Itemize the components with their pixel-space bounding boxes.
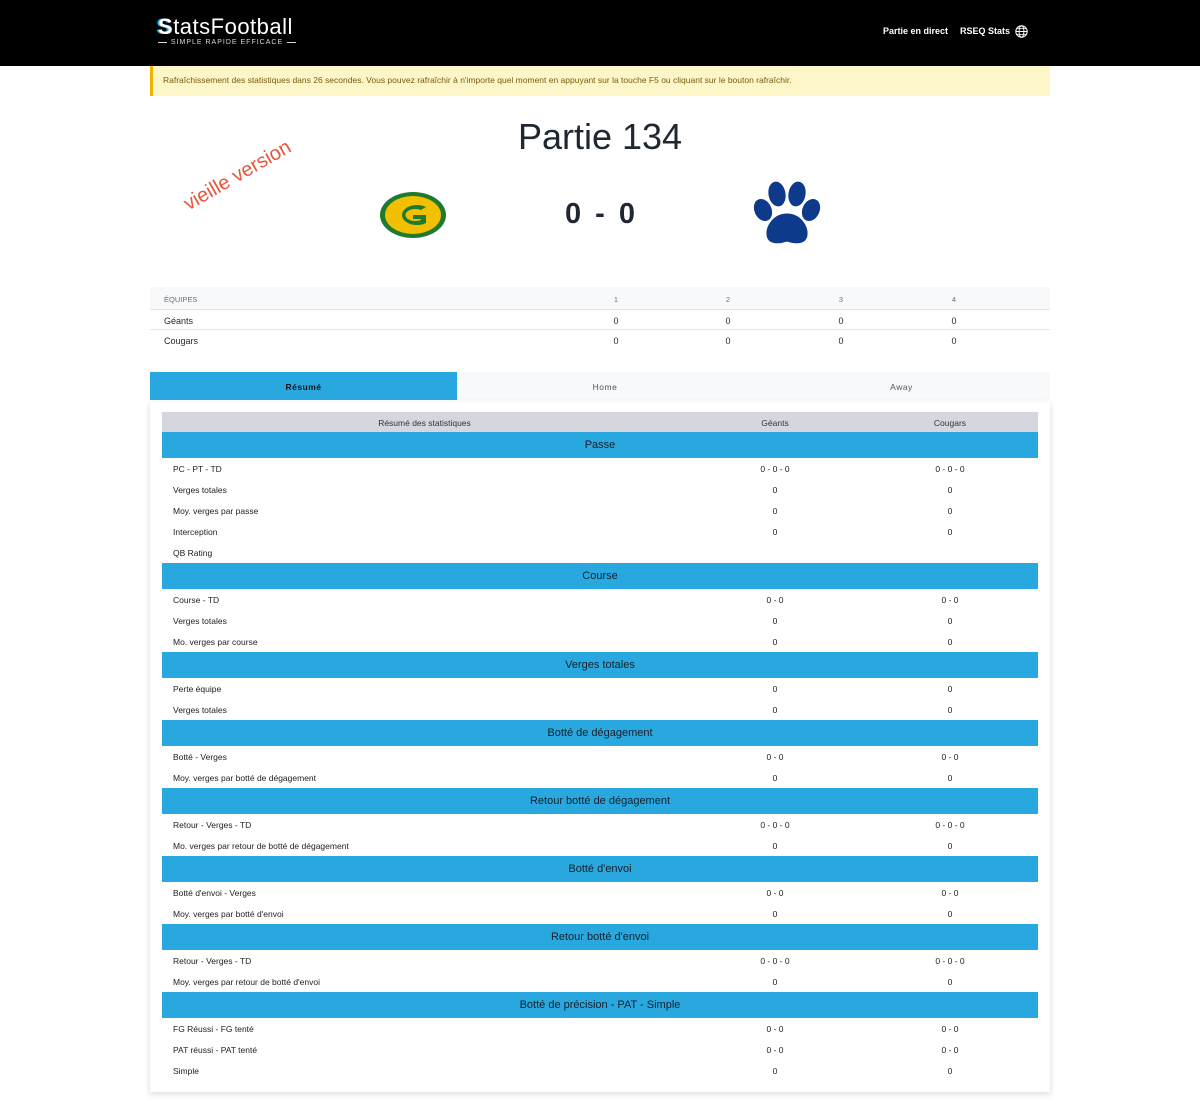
- cougars-paw-icon: [752, 180, 822, 248]
- period-score: 0: [613, 336, 619, 346]
- home-column-header: Géants: [761, 418, 789, 428]
- table-row: [162, 479, 1038, 500]
- table-row: [162, 542, 1038, 563]
- table-row: [162, 1018, 1038, 1039]
- away-stat-value: 0: [947, 1066, 953, 1076]
- home-stat-value: 0: [772, 705, 778, 715]
- home-stat-value: 0: [772, 527, 778, 537]
- table-row: [150, 310, 1050, 330]
- away-stat-value: 0 - 0 - 0: [935, 956, 965, 966]
- period-score: 0: [838, 316, 844, 326]
- stats-column-header: Résumé des statistiques: [378, 418, 471, 428]
- tab-summary[interactable]: Résumé: [150, 372, 457, 400]
- home-stat-value: 0: [772, 841, 778, 851]
- stats-section-header: Course: [162, 563, 1038, 589]
- home-stat-value: 0: [772, 616, 778, 626]
- home-stat-value: 0: [772, 637, 778, 647]
- tab-away[interactable]: Away: [890, 382, 913, 392]
- away-stat-value: 0 - 0: [941, 1024, 959, 1034]
- home-stat-value: 0 - 0: [766, 1024, 784, 1034]
- stats-section-header: Botté d'envoi: [162, 856, 1038, 882]
- stats-section-header: Retour botté d'envoi: [162, 924, 1038, 950]
- stat-label: Moy. verges par botté de dégagement: [173, 773, 317, 783]
- stat-label: Verges totales: [173, 485, 227, 495]
- home-stat-value: 0 - 0 - 0: [760, 464, 790, 474]
- team-name: Cougars: [164, 336, 199, 346]
- table-row: [162, 610, 1038, 631]
- away-score: 0: [618, 198, 636, 230]
- refresh-alert: Rafraîchissement des statistiques dans 26 secondes. Vous pouvez rafraîchir à n'importe quel moment en appuyant sur la touche F5 ou cliquant sur le bouton rafraîchir.: [150, 66, 1050, 96]
- away-stat-value: 0: [947, 485, 953, 495]
- stat-label: Mo. verges par course: [173, 637, 258, 647]
- stats-section-header: Verges totales: [162, 652, 1038, 678]
- stats-tabs: [150, 372, 1050, 400]
- table-row: [162, 971, 1038, 992]
- stat-label: Verges totales: [173, 616, 227, 626]
- logo-tagline: [158, 39, 296, 46]
- home-stat-value: 0 - 0: [766, 888, 784, 898]
- logo-tagline-text: SIMPLE RAPIDE EFFICACE: [170, 39, 284, 46]
- stat-label: Moy. verges par botté d'envoi: [173, 909, 284, 919]
- quarter-table-header: [150, 287, 1050, 310]
- stat-label: Retour - Verges - TD: [173, 956, 252, 966]
- home-stat-value: 0 - 0 - 0: [760, 956, 790, 966]
- stat-label: PC - PT - TD: [173, 464, 222, 474]
- period-header: 4: [951, 295, 957, 304]
- table-row: [162, 767, 1038, 788]
- table-row: [162, 746, 1038, 767]
- home-stat-value: 0: [772, 773, 778, 783]
- logo-letter-s: S: [158, 14, 174, 39]
- period-header: 3: [838, 295, 844, 304]
- home-stat-value: 0 - 0: [766, 595, 784, 605]
- stat-label: Course - TD: [173, 595, 220, 605]
- away-stat-value: 0 - 0 - 0: [935, 464, 965, 474]
- table-row: [162, 458, 1038, 479]
- table-row: [162, 678, 1038, 699]
- logo-text: [158, 14, 293, 40]
- stats-section-header: Retour botté de dégagement: [162, 788, 1038, 814]
- period-header: 1: [613, 295, 619, 304]
- period-score: 0: [838, 336, 844, 346]
- table-row: [162, 882, 1038, 903]
- away-stat-value: 0: [947, 841, 953, 851]
- table-row: [162, 500, 1038, 521]
- stat-label: Mo. verges par retour de botté de dégagement: [173, 841, 349, 851]
- home-score: 0: [564, 198, 582, 230]
- table-row: [162, 950, 1038, 971]
- nav-live-game-link[interactable]: Partie en direct: [883, 26, 949, 36]
- stats-section-header: Botté de précision - PAT - Simple: [162, 992, 1038, 1018]
- stat-label: Botté d'envoi - Verges: [173, 888, 256, 898]
- home-stat-value: 0: [772, 684, 778, 694]
- stat-label: Verges totales: [173, 705, 227, 715]
- away-stat-value: 0 - 0: [941, 888, 959, 898]
- away-stat-value: 0 - 0 - 0: [935, 820, 965, 830]
- statsfootball-logo[interactable]: [158, 14, 298, 50]
- stats-summary-table: [162, 412, 1038, 1081]
- table-row: [162, 1060, 1038, 1081]
- away-stat-value: 0: [947, 773, 953, 783]
- home-stat-value: 0: [772, 1066, 778, 1076]
- period-score: 0: [613, 316, 619, 326]
- stat-label: Moy. verges par retour de botté d'envoi: [173, 977, 320, 987]
- table-row: [162, 835, 1038, 856]
- old-version-stamp: vieille version: [180, 135, 295, 216]
- stats-section-header: Passe: [162, 432, 1038, 458]
- table-row: [162, 814, 1038, 835]
- period-score: 0: [725, 316, 731, 326]
- away-stat-value: 0: [947, 527, 953, 537]
- table-row: [150, 330, 1050, 350]
- stat-label: FG Réussi - FG tenté: [173, 1024, 254, 1034]
- stat-label: Simple: [173, 1066, 199, 1076]
- team-name: Géants: [164, 316, 194, 326]
- table-row: [162, 1039, 1038, 1060]
- table-row: [162, 589, 1038, 610]
- period-score: 0: [725, 336, 731, 346]
- home-stat-value: 0 - 0: [766, 752, 784, 762]
- away-stat-value: 0: [947, 506, 953, 516]
- home-stat-value: 0: [772, 485, 778, 495]
- tab-home[interactable]: Home: [592, 382, 618, 392]
- away-stat-value: 0: [947, 637, 953, 647]
- away-stat-value: 0: [947, 977, 953, 987]
- home-stat-value: 0: [772, 909, 778, 919]
- away-stat-value: 0: [947, 909, 953, 919]
- stat-label: PAT réussi - PAT tenté: [173, 1045, 258, 1055]
- period-header: 2: [725, 295, 731, 304]
- stats-table-header: [162, 412, 1038, 432]
- home-stat-value: 0 - 0: [766, 1045, 784, 1055]
- away-stat-value: 0: [947, 684, 953, 694]
- away-stat-value: 0 - 0: [941, 752, 959, 762]
- teams-column-header: ÉQUIPES: [164, 295, 198, 304]
- table-row: [162, 521, 1038, 542]
- quarter-score-table: [150, 287, 1050, 350]
- away-stat-value: 0 - 0: [941, 595, 959, 605]
- away-column-header: Cougars: [933, 418, 967, 428]
- away-stat-value: 0: [947, 616, 953, 626]
- stat-label: QB Rating: [173, 548, 213, 558]
- home-stat-value: 0: [772, 977, 778, 987]
- logo-letters-rest: tatsFootball: [173, 14, 293, 39]
- table-row: [162, 631, 1038, 652]
- home-stat-value: 0 - 0 - 0: [760, 820, 790, 830]
- home-stat-value: 0: [772, 506, 778, 516]
- period-score: 0: [951, 336, 957, 346]
- stat-label: Moy. verges par passe: [173, 506, 259, 516]
- away-stat-value: 0 - 0: [941, 1045, 959, 1055]
- score-separator: -: [595, 198, 605, 230]
- top-navbar: [0, 0, 1200, 66]
- page-title: Partie 134: [517, 116, 683, 157]
- stats-summary-card: [150, 402, 1050, 1092]
- table-row: [162, 699, 1038, 720]
- table-row: [162, 903, 1038, 924]
- stat-label: Perte équipe: [173, 684, 222, 694]
- period-score: 0: [951, 316, 957, 326]
- scoreboard: [0, 198, 1200, 231]
- stats-section-header: Botté de dégagement: [162, 720, 1038, 746]
- nav-rseq-stats-link[interactable]: RSEQ Stats: [960, 26, 1011, 36]
- stat-label: Interception: [173, 527, 218, 537]
- stat-label: Retour - Verges - TD: [173, 820, 252, 830]
- away-stat-value: 0: [947, 705, 953, 715]
- stat-label: Botté - Verges: [173, 752, 227, 762]
- globe-icon[interactable]: [1015, 25, 1028, 38]
